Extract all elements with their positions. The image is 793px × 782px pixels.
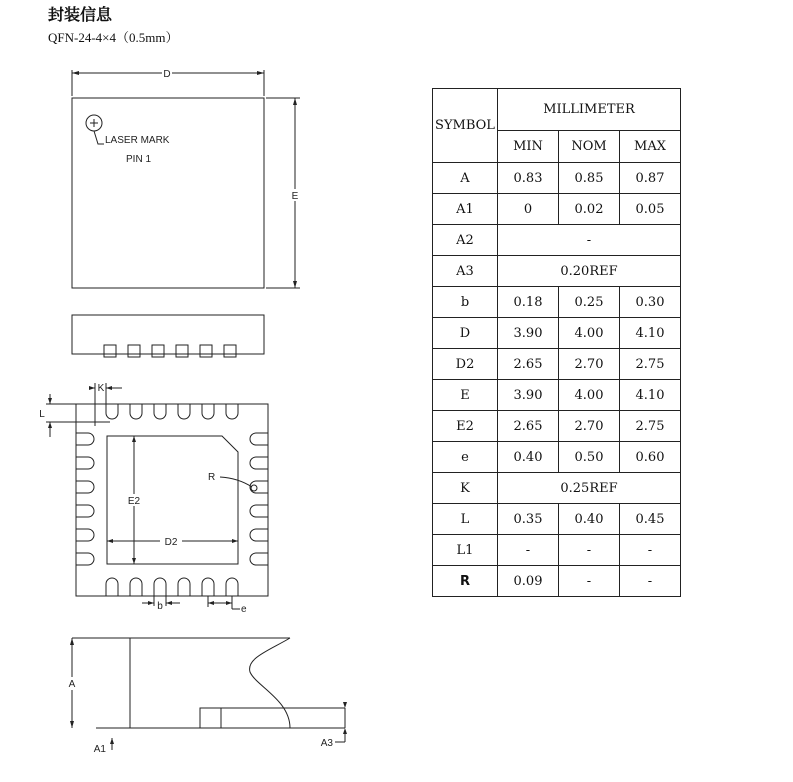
laser-mark-label: LASER MARK [105, 135, 170, 146]
top-view [72, 70, 300, 288]
min-cell: 2.65 [498, 411, 559, 442]
symbol-cell: K [433, 473, 498, 504]
max-cell: - [620, 535, 681, 566]
symbol-cell: R [433, 566, 498, 597]
dim-d2-label: D2 [164, 537, 178, 548]
max-cell: 0.05 [620, 194, 681, 225]
span-cell: 0.20REF [498, 256, 681, 287]
max-cell: 0.60 [620, 442, 681, 473]
max-cell: 2.75 [620, 349, 681, 380]
dim-k-label: K [97, 383, 105, 394]
dim-l-label: L [39, 409, 45, 420]
table-row [433, 504, 681, 535]
table-row [433, 411, 681, 442]
nom-cell: 0.85 [559, 163, 620, 194]
span-cell: - [498, 225, 681, 256]
dim-e2-label: E2 [127, 496, 141, 507]
nom-cell: 2.70 [559, 349, 620, 380]
dim-e-pitch-label: e [241, 604, 247, 615]
symbol-cell: D2 [433, 349, 498, 380]
dim-e-label: E [291, 191, 299, 202]
symbol-cell: A3 [433, 256, 498, 287]
table-row [433, 194, 681, 225]
span-cell: 0.25REF [498, 473, 681, 504]
table-row [433, 225, 681, 256]
min-cell: 0.35 [498, 504, 559, 535]
max-cell: 0.87 [620, 163, 681, 194]
min-cell: 3.90 [498, 318, 559, 349]
max-cell: 4.10 [620, 318, 681, 349]
max-header: MAX [620, 131, 681, 163]
table-row [433, 442, 681, 473]
symbol-header: SYMBOL [433, 89, 498, 163]
table-row [433, 256, 681, 287]
table-row [433, 318, 681, 349]
pin1-label: PIN 1 [126, 154, 152, 165]
table-row [433, 535, 681, 566]
nom-cell: 2.70 [559, 411, 620, 442]
max-cell: 0.45 [620, 504, 681, 535]
table-row [433, 287, 681, 318]
table-row [433, 380, 681, 411]
min-cell: - [498, 535, 559, 566]
table-row [433, 163, 681, 194]
nom-cell: 0.02 [559, 194, 620, 225]
nom-cell: 0.40 [559, 504, 620, 535]
table-row [433, 566, 681, 597]
nom-cell: 0.50 [559, 442, 620, 473]
symbol-cell: L1 [433, 535, 498, 566]
min-cell: 3.90 [498, 380, 559, 411]
min-cell: 2.65 [498, 349, 559, 380]
bottom-view [46, 383, 268, 609]
min-cell: 0.09 [498, 566, 559, 597]
min-cell: 0.83 [498, 163, 559, 194]
symbol-cell: A2 [433, 225, 498, 256]
nom-cell: - [559, 566, 620, 597]
min-cell: 0.40 [498, 442, 559, 473]
symbol-cell: A [433, 163, 498, 194]
dim-d-label: D [163, 69, 171, 80]
table-row [433, 473, 681, 504]
dim-r-label: R [208, 472, 216, 483]
symbol-cell: e [433, 442, 498, 473]
max-cell: 2.75 [620, 411, 681, 442]
min-cell: 0.18 [498, 287, 559, 318]
dim-a1-label: A1 [93, 744, 106, 755]
package-name: QFN-24-4×4（0.5mm） [48, 30, 179, 45]
front-view [72, 315, 264, 357]
symbol-cell: E2 [433, 411, 498, 442]
min-header: MIN [498, 131, 559, 163]
bottom-view-body [76, 404, 268, 596]
side-view [72, 638, 345, 750]
max-cell: 4.10 [620, 380, 681, 411]
symbol-cell: E [433, 380, 498, 411]
section-title: 封装信息 [48, 5, 113, 24]
dim-b-label: b [157, 601, 163, 612]
nom-cell: - [559, 535, 620, 566]
min-cell: 0 [498, 194, 559, 225]
symbol-cell: A1 [433, 194, 498, 225]
symbol-cell: D [433, 318, 498, 349]
symbol-cell: b [433, 287, 498, 318]
dim-a3-label: A3 [320, 738, 333, 749]
nom-cell: 0.25 [559, 287, 620, 318]
max-cell: - [620, 566, 681, 597]
table-row [433, 349, 681, 380]
dim-a-label: A [68, 679, 76, 690]
symbol-cell: L [433, 504, 498, 535]
nom-cell: 4.00 [559, 318, 620, 349]
dimension-table [432, 88, 681, 597]
max-cell: 0.30 [620, 287, 681, 318]
nom-cell: 4.00 [559, 380, 620, 411]
nom-header: NOM [559, 131, 620, 163]
unit-header: MILLIMETER [498, 89, 681, 131]
